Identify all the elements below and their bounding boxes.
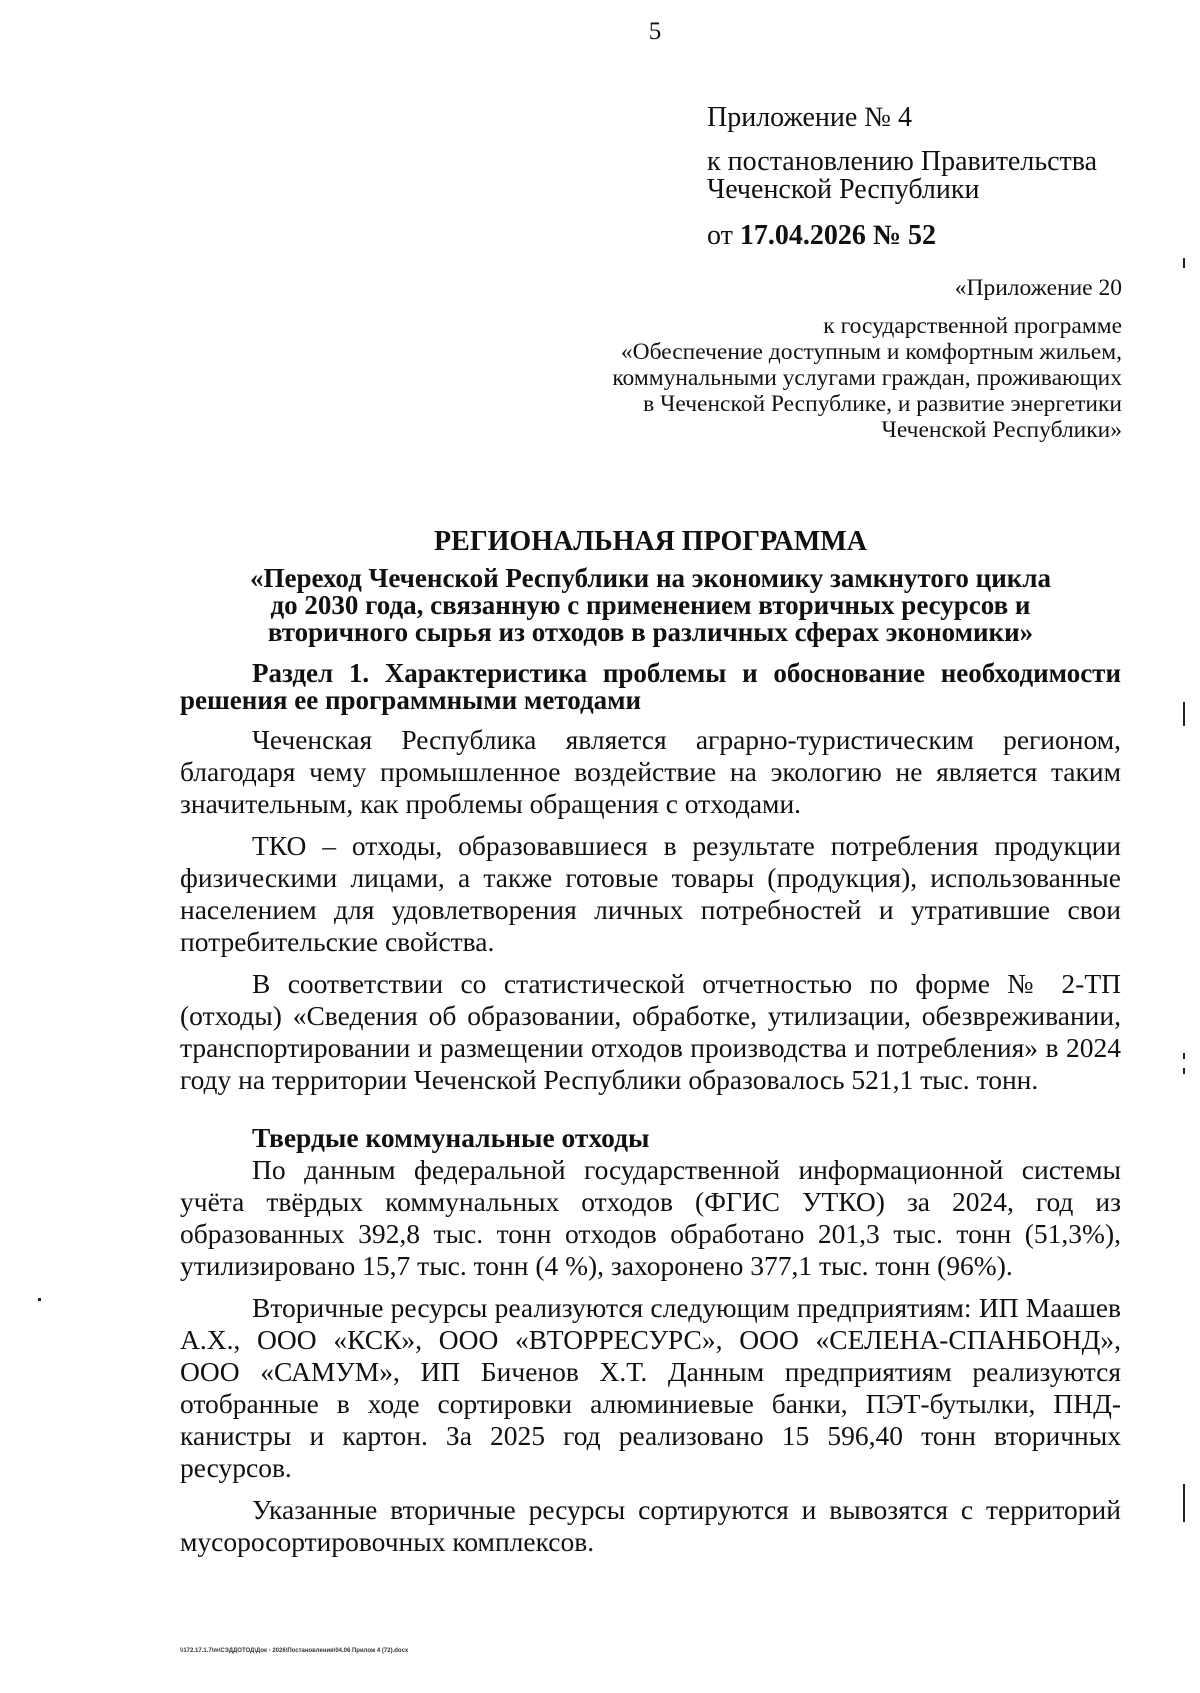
program-ref-line: «Обеспечение доступным и комфортным жильем, xyxy=(620,339,1122,365)
appendix-date-number: 17.04.2026 № 52 xyxy=(739,220,937,251)
paragraph: В соответствии со статистической отчетностью по форме № 2-ТП (отходы) «Сведения об образовании, обработке, утилизации, обезвреживании, транспортировании и размещении отходов производства и потребления» в 2024 году на территории Чеченской Республики образовалось 521,1 тыс. тонн. xyxy=(180,968,1121,1095)
program-heading: РЕГИОНАЛЬНАЯ ПРОГРАММА xyxy=(434,526,867,557)
appendix-to-line2: Чеченской Республики xyxy=(707,174,980,205)
program-ref-title: «Приложение 20 xyxy=(954,275,1122,301)
main-content xyxy=(180,525,1121,1558)
program-ref-line: коммунальными услугами граждан, проживающих xyxy=(612,365,1122,391)
paragraph: Чеченская Республика является аграрно-туристическим регионом, благодаря чему промышленное воздействие на экологию не является таким значительным, как проблемы обращения с отходами. xyxy=(180,724,1121,819)
program-subtitle-line: вторичного сырья из отходов в различных сферах экономики» xyxy=(267,617,1034,647)
footer-file-path: \\172.17.1.7\m\СЭДДОТОД\Док - 2026\Постановления\04.06 Прилож 4 (72).docx xyxy=(180,1648,409,1654)
paragraph: Указанные вторичные ресурсы сортируются и вывозятся с территорий мусоросортировочных комплексов. xyxy=(180,1494,1121,1557)
appendix-block xyxy=(707,104,1177,250)
appendix-date-line xyxy=(707,222,1177,250)
program-reference xyxy=(522,275,1122,443)
program-ref-line: Чеченской Республики» xyxy=(881,417,1122,443)
scan-mark xyxy=(1183,1068,1185,1074)
paragraph: Вторичные ресурсы реализуются следующим предприятиям: ИП Маашев А.Х., ООО «КСК», ООО «ВТОРРЕСУРС», ООО «СЕЛЕНА-СПАНБОНД», ООО «САМУМ», ИП Биченов Х.Т. Данным предприятиям реализуются отобранные в ходе сортировки алюминиевые банки, ПЭТ-бутылки, ПНД-канистры и картон. За 2025 год реализовано 15 596,40 тонн вторичных ресурсов. xyxy=(180,1292,1121,1483)
program-ref-line: к государственной программе xyxy=(823,313,1122,339)
program-subtitle-line: до 2030 года, связанную с применением вторичных ресурсов и xyxy=(270,590,1031,620)
section-1-title: Раздел 1. Характеристика проблемы и обоснование необходимости решения ее программными методами xyxy=(180,658,1121,715)
solid-waste-heading: Твердые коммунальные отходы xyxy=(252,1122,650,1153)
scan-mark xyxy=(1183,258,1185,268)
paragraph: По данным федеральной государственной информационной системы учёта твёрдых коммунальных отходов (ФГИС УТКО) за 2024, год из образованных 392,8 тыс. тонн отходов обработано 201,3 тыс. тонн (51,3%), утилизировано 15,7 тыс. тонн (4 %), захоронено 377,1 тыс. тонн (96%). xyxy=(180,1154,1121,1281)
scan-mark xyxy=(1183,1484,1185,1522)
program-ref-line: в Чеченской Республике, и развитие энергетики xyxy=(643,391,1122,417)
scan-mark xyxy=(1183,1053,1185,1059)
paragraph: ТКО – отходы, образовавшиеся в результате потребления продукции физическими лицами, а также готовые товары (продукция), использованные населением для удовлетворения личных потребностей и утратившие свои потребительские свойства. xyxy=(180,830,1121,957)
appendix-to-line1: к постановлению Правительства xyxy=(707,146,1098,177)
scan-mark xyxy=(1183,702,1185,726)
program-subtitle-line: «Переход Чеченской Республики на экономику замкнутого цикла xyxy=(250,563,1051,593)
page-number: 5 xyxy=(648,18,662,45)
appendix-from-prefix: от xyxy=(707,220,740,251)
scan-mark xyxy=(38,1298,41,1301)
appendix-title: Приложение № 4 xyxy=(707,102,912,133)
